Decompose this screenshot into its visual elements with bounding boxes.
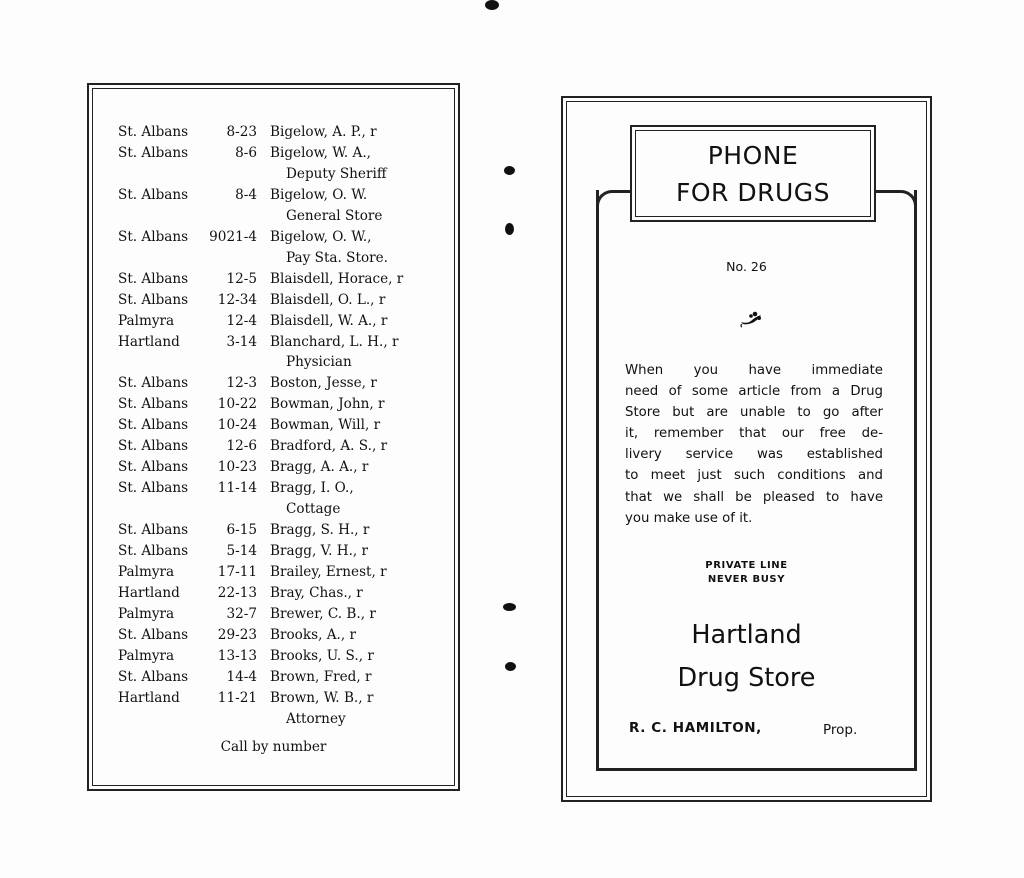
listing-town: St. Albans <box>118 522 189 539</box>
listing-description: Pay Sta. Store. <box>286 249 388 266</box>
listing-phone-number: 11-14 <box>217 480 257 497</box>
listing-phone-number: 6-15 <box>226 522 257 539</box>
listing-name-cell <box>270 415 403 436</box>
listing-row <box>118 457 403 478</box>
listing-town: St. Albans <box>118 396 189 413</box>
listing-town: St. Albans <box>118 291 189 308</box>
listing-row <box>118 311 403 332</box>
listing-phone-number: 12-3 <box>226 375 257 392</box>
listing-name-cell <box>270 646 403 667</box>
listing-town: Hartland <box>118 333 180 350</box>
listing-phone-number: 22-13 <box>217 584 257 601</box>
listing-town: Palmyra <box>118 647 175 664</box>
listing-town: St. Albans <box>118 417 189 434</box>
listing-name-cell <box>270 185 403 227</box>
listing-table <box>118 122 403 730</box>
advertisement-inner-border <box>566 101 927 797</box>
listing-name-cell <box>270 373 403 394</box>
listing-description: Attorney <box>286 710 346 727</box>
listing-name: Bragg, A. A., r <box>270 459 369 476</box>
listing-row <box>118 122 403 143</box>
listing-name: Blaisdell, W. A., r <box>270 312 388 329</box>
punch-hole-mark <box>505 223 514 235</box>
listing-town: Hartland <box>118 584 180 601</box>
advertisement-page <box>561 96 932 802</box>
listing-description: Physician <box>286 354 352 371</box>
listing-name: Bigelow, A. P., r <box>270 124 377 140</box>
listing-town: Palmyra <box>118 564 175 581</box>
listing-phone-number: 8-6 <box>235 144 257 161</box>
listing-row <box>118 415 403 436</box>
ad-body-line: When you have immediate <box>625 363 883 378</box>
listing-name: Brown, W. B., r <box>270 689 374 706</box>
listing-town: Hartland <box>118 689 180 706</box>
ad-number: No. 26 <box>726 259 767 274</box>
listing-phone-number: 12-5 <box>226 270 257 287</box>
store-name <box>567 614 926 700</box>
listing-row <box>118 332 403 374</box>
listing-name-cell <box>270 290 403 311</box>
listing-town: Palmyra <box>118 605 175 622</box>
listing-name: Blaisdell, O. L., r <box>270 291 386 308</box>
store-name-line-1: Hartland <box>691 620 802 650</box>
listing-name: Bragg, I. O., <box>270 480 354 497</box>
listing-name: Bigelow, W. A., <box>270 144 371 161</box>
listing-phone-number: 13-13 <box>217 647 257 664</box>
title-line-1: PHONE <box>707 141 799 170</box>
listing-row <box>118 646 403 667</box>
listing-name: Brewer, C. B., r <box>270 605 376 622</box>
listing-name-cell <box>270 541 403 562</box>
listing-name-cell <box>270 667 403 688</box>
listing-town: St. Albans <box>118 270 189 287</box>
listing-town: St. Albans <box>118 124 189 140</box>
listing-name-cell <box>270 604 403 625</box>
ad-body-text <box>625 360 883 529</box>
listing-name-cell <box>270 394 403 415</box>
title-line-2: FOR DRUGS <box>675 178 831 207</box>
listing-phone-number: 12-34 <box>217 291 257 308</box>
listing-phone-number: 29-23 <box>217 626 257 643</box>
listing-phone-number: 12-6 <box>226 438 257 455</box>
listing-name-cell <box>270 269 403 290</box>
proprietor-name: R. C. HAMILTON, <box>629 720 762 736</box>
ad-body-line: it, remember that our free de- <box>625 426 883 442</box>
listing-town: Palmyra <box>118 312 175 329</box>
listing-row <box>118 269 403 290</box>
listing-town: St. Albans <box>118 375 189 392</box>
listing-phone-number: 10-22 <box>217 396 257 413</box>
listing-row <box>118 583 403 604</box>
listing-row <box>118 478 403 520</box>
listing-phone-number: 9021-4 <box>209 228 257 245</box>
listing-row <box>118 562 403 583</box>
listing-name-cell <box>270 122 403 143</box>
listing-name-cell <box>270 478 403 520</box>
listing-name: Bragg, S. H., r <box>270 522 370 539</box>
store-name-line-2: Drug Store <box>677 663 816 693</box>
listing-row <box>118 625 403 646</box>
listing-phone-number: 11-21 <box>217 689 257 706</box>
listing-name: Bradford, A. S., r <box>270 438 388 455</box>
listing-name: Brooks, A., r <box>270 626 356 643</box>
listing-phone-number: 12-4 <box>226 312 257 329</box>
listing-name-cell <box>270 688 403 730</box>
ad-body-line: you make use of it. <box>625 510 753 526</box>
listing-name-cell <box>270 583 403 604</box>
ad-body-line: need of some article from a Drug <box>625 384 883 400</box>
punch-hole-mark <box>485 0 499 10</box>
listing-phone-number: 10-24 <box>217 417 257 434</box>
private-line-note <box>567 559 926 587</box>
punch-hole-mark <box>503 603 516 611</box>
ad-body-line: livery service was established <box>625 447 883 463</box>
listing-name: Bray, Chas., r <box>270 584 363 601</box>
listing-description: Deputy Sheriff <box>286 165 387 182</box>
listing-row <box>118 227 403 269</box>
listing-row <box>118 373 403 394</box>
listing-name: Bowman, John, r <box>270 396 385 413</box>
listing-name: Brown, Fred, r <box>270 668 372 685</box>
listing-row <box>118 143 403 185</box>
listing-name: Bigelow, O. W., <box>270 228 372 245</box>
call-by-number-footer: Call by number <box>220 739 327 755</box>
listing-phone-number: 8-23 <box>226 124 257 140</box>
listing-description: General Store <box>286 207 383 224</box>
listing-name-cell <box>270 562 403 583</box>
listing-name: Boston, Jesse, r <box>270 375 377 392</box>
never-busy-label: NEVER BUSY <box>707 574 786 585</box>
listing-town: St. Albans <box>118 459 189 476</box>
listing-town: St. Albans <box>118 543 189 560</box>
listing-phone-number: 5-14 <box>226 543 257 560</box>
listing-name-cell <box>270 520 403 541</box>
listing-name: Blanchard, L. H., r <box>270 333 399 350</box>
listing-town: St. Albans <box>118 186 189 203</box>
listing-row <box>118 394 403 415</box>
listing-row <box>118 520 403 541</box>
proprietor-label: Prop. <box>823 722 858 738</box>
listing-row <box>118 688 403 730</box>
listing-name-cell <box>270 436 403 457</box>
listing-town: St. Albans <box>118 228 189 245</box>
listing-row <box>118 541 403 562</box>
listing-town: St. Albans <box>118 438 189 455</box>
listing-name-cell <box>270 332 403 374</box>
listing-name: Bowman, Will, r <box>270 417 381 434</box>
listing-name-cell <box>270 457 403 478</box>
listing-phone-number: 14-4 <box>226 668 257 685</box>
listing-town: St. Albans <box>118 480 189 497</box>
listing-row <box>118 436 403 457</box>
listing-name-cell <box>270 227 403 269</box>
listing-phone-number: 17-11 <box>217 564 257 581</box>
listing-name: Brooks, U. S., r <box>270 647 374 664</box>
private-line-label: PRIVATE LINE <box>705 560 788 571</box>
listing-row <box>118 667 403 688</box>
ad-body-line: that we shall be pleased to have <box>625 489 883 505</box>
listing-name-cell <box>270 143 403 185</box>
listing-body <box>118 122 403 730</box>
ad-body-line: to meet just such conditions and <box>625 468 883 484</box>
listing-town: St. Albans <box>118 668 189 685</box>
listing-row <box>118 604 403 625</box>
listing-name-cell <box>270 625 403 646</box>
directory-inner-border <box>92 88 455 786</box>
listing-name: Blaisdell, Horace, r <box>270 270 404 287</box>
listing-town: St. Albans <box>118 144 189 161</box>
listing-description: Cottage <box>286 501 341 518</box>
listing-name: Bigelow, O. W. <box>270 186 368 203</box>
listing-phone-number: 8-4 <box>235 186 257 203</box>
title-box-inner <box>635 130 871 217</box>
ad-body-line: Store but are unable to go after <box>625 405 883 421</box>
leaf-ornament-icon <box>739 309 765 329</box>
punch-hole-mark <box>504 166 515 175</box>
listing-phone-number: 3-14 <box>226 333 257 350</box>
directory-page <box>87 83 460 791</box>
listing-phone-number: 32-7 <box>226 605 257 622</box>
listing-phone-number: 10-23 <box>217 459 257 476</box>
listing-row <box>118 185 403 227</box>
listing-row <box>118 290 403 311</box>
title-box <box>630 125 876 222</box>
listing-name-cell <box>270 311 403 332</box>
listing-name: Brailey, Ernest, r <box>270 564 387 581</box>
punch-hole-mark <box>505 662 516 671</box>
listing-name: Bragg, V. H., r <box>270 543 369 560</box>
listing-town: St. Albans <box>118 626 189 643</box>
